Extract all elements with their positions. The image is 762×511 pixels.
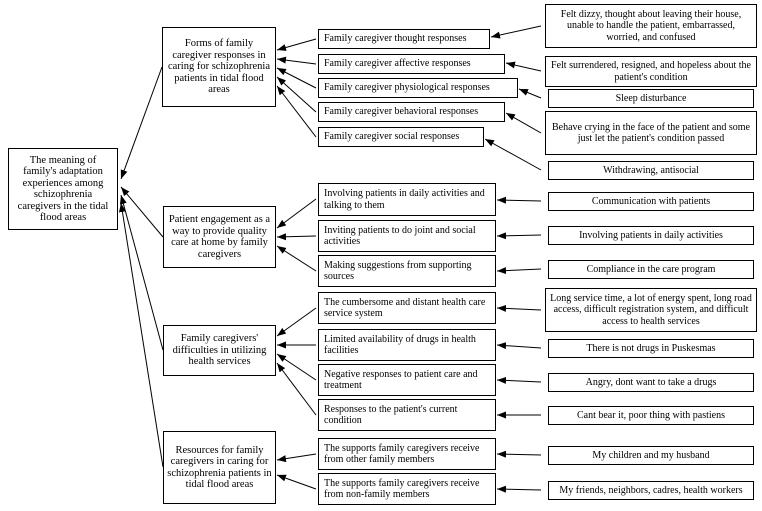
arrow-line xyxy=(497,269,541,271)
quote-node: Felt dizzy, thought about leaving their house, unable to handle the patient, embarrassed, worried, and confused xyxy=(545,4,757,48)
arrow-line xyxy=(121,203,163,467)
arrow-line xyxy=(497,235,541,236)
arrow-line xyxy=(277,236,316,237)
theme-node: Inviting patients to do joint and social activities xyxy=(318,220,496,252)
arrow-line xyxy=(506,63,541,71)
theme-node: Family caregiver behavioral responses xyxy=(318,102,505,122)
category-node-resources: Resources for family caregivers in caring for schizophrenia patients in tidal flood areas xyxy=(163,431,276,504)
theme-node: Responses to the patient's current condition xyxy=(318,399,496,431)
arrow-line xyxy=(277,363,316,415)
arrow-line xyxy=(121,187,163,237)
arrow-line xyxy=(277,475,316,489)
quote-node: Long service time, a lot of energy spent, long road access, difficult registration system, and difficult access to health services xyxy=(545,288,757,332)
arrow-line xyxy=(497,380,541,382)
arrow-line xyxy=(277,68,316,88)
theme-node: The supports family caregivers receive from non-family members xyxy=(318,473,496,505)
arrow-line xyxy=(497,200,541,201)
arrow-line xyxy=(277,354,316,380)
arrow-line xyxy=(121,195,163,350)
theme-node: The supports family caregivers receive from other family members xyxy=(318,438,496,470)
theme-node: Negative responses to patient care and treatment xyxy=(318,364,496,396)
arrow-line xyxy=(497,454,541,455)
quote-node: Communication with patients xyxy=(548,192,754,211)
theme-node: Family caregiver affective responses xyxy=(318,54,505,74)
arrow-line xyxy=(277,199,316,228)
quote-node: Withdrawing, antisocial xyxy=(548,161,754,180)
arrow-line xyxy=(277,308,316,336)
arrow-line xyxy=(277,454,316,460)
arrow-line xyxy=(277,77,316,112)
arrow-line xyxy=(277,246,316,271)
theme-node: Family caregiver thought responses xyxy=(318,29,490,49)
arrow-line xyxy=(121,67,162,179)
theme-node: Involving patients in daily activities and talking to them xyxy=(318,183,496,216)
category-node-responses: Forms of family caregiver responses in caring for schizophrenia patients in tidal flood areas xyxy=(162,27,276,107)
quote-node: Compliance in the care program xyxy=(548,260,754,279)
category-node-engagement: Patient engagement as a way to provide quality care at home by family caregivers xyxy=(163,206,276,268)
quote-node: My children and my husband xyxy=(548,446,754,465)
arrow-line xyxy=(277,59,316,64)
quote-node: Angry, dont want to take a drugs xyxy=(548,373,754,392)
theme-node: Limited availability of drugs in health facilities xyxy=(318,329,496,361)
theme-node: Making suggestions from supporting sources xyxy=(318,255,496,287)
quote-node: My friends, neighbors, cadres, health workers xyxy=(548,481,754,500)
arrow-line xyxy=(277,39,316,50)
theme-node: Family caregiver physiological responses xyxy=(318,78,518,98)
quote-node: Sleep disturbance xyxy=(548,89,754,108)
root-node: The meaning of family's adaptation experiences among schizophrenia caregivers in the tidal flood areas xyxy=(8,148,118,230)
theme-node: Family caregiver social responses xyxy=(318,127,484,147)
quote-node: Behave crying in the face of the patient and some just let the patient's condition passed xyxy=(545,111,757,155)
quote-node: There is not drugs in Puskesmas xyxy=(548,339,754,358)
category-node-difficulties: Family caregivers' difficulties in utilizing health services xyxy=(163,325,276,376)
arrow-line xyxy=(491,26,541,37)
arrow-line xyxy=(497,345,541,348)
quote-node: Felt surrendered, resigned, and hopeless about the patient's condition xyxy=(545,56,757,87)
arrow-line xyxy=(519,89,541,98)
arrow-line xyxy=(497,489,541,490)
arrow-line xyxy=(485,139,541,170)
arrow-line xyxy=(506,113,541,133)
quote-node: Cant bear it, poor thing with pastiens xyxy=(548,406,754,425)
theme-node: The cumbersome and distant health care service system xyxy=(318,292,496,324)
arrow-line xyxy=(277,86,316,137)
arrow-line xyxy=(497,308,541,310)
quote-node: Involving patients in daily activities xyxy=(548,226,754,245)
